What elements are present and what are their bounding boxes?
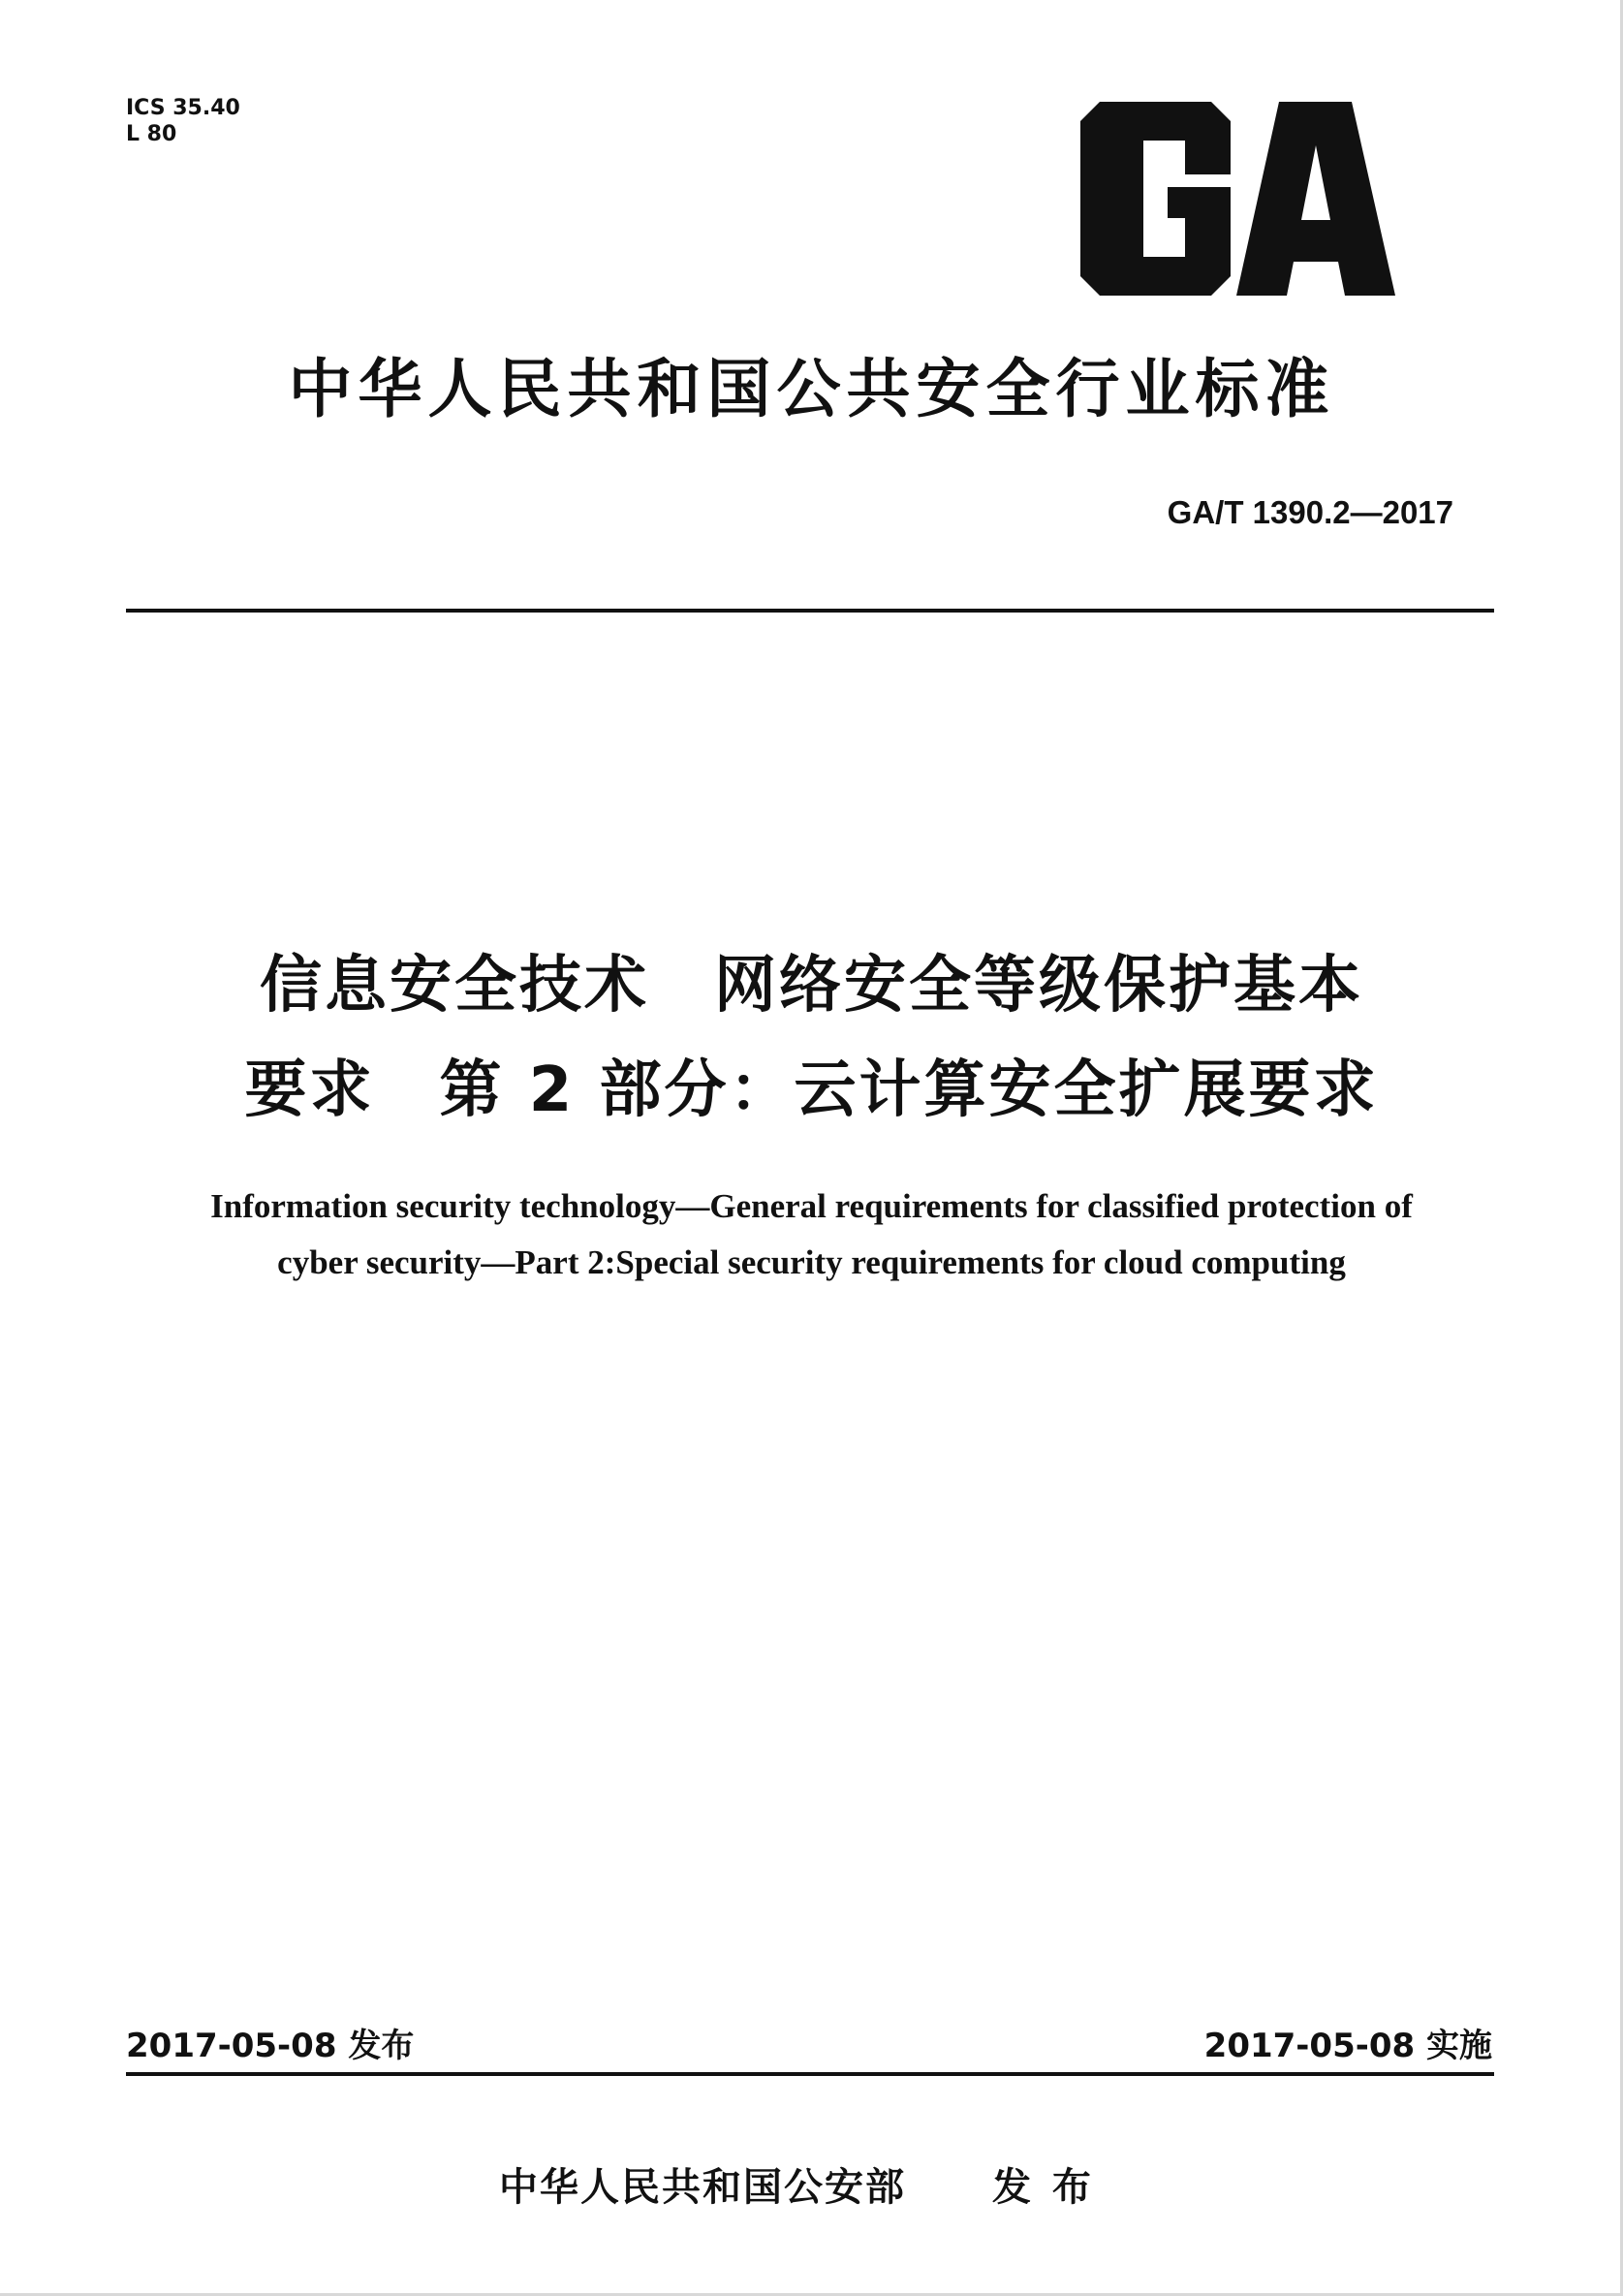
chinese-title-line-1: 信息安全技术 网络安全等级保护基本 — [260, 950, 1363, 1022]
issue-date: 2017-05-08 发布 — [126, 2027, 415, 2065]
ga-logo-letter-g — [1080, 102, 1231, 296]
english-title-line-2: cyber security—Part 2:Special security requirements for cloud computing — [277, 1243, 1346, 1281]
implementation-date: 2017-05-08 实施 — [1203, 2027, 1492, 2065]
ics-code: ICS 35.40 — [126, 96, 240, 120]
classification-codes — [126, 95, 240, 147]
issuer-action: 发布 — [991, 2165, 1112, 2210]
chinese-title-line-2: 要求 第 2 部分：云计算安全扩展要求 — [244, 1054, 1379, 1126]
english-title-line-1: Information security technology—General requirements for classified protection of — [210, 1187, 1413, 1225]
divider — [126, 2072, 1494, 2076]
ga-logo-letter-a — [1236, 102, 1395, 296]
divider — [126, 609, 1494, 613]
ccs-code: L 80 — [126, 122, 177, 146]
issuer — [499, 2156, 1112, 2212]
issuer-organization: 中华人民共和国公安部 — [499, 2165, 906, 2210]
ga-logo — [1071, 102, 1400, 296]
standard-category-title: 中华人民共和国公共安全行业标准 — [288, 352, 1335, 426]
standard-number: GA/T 1390.2—2017 — [1167, 494, 1453, 530]
